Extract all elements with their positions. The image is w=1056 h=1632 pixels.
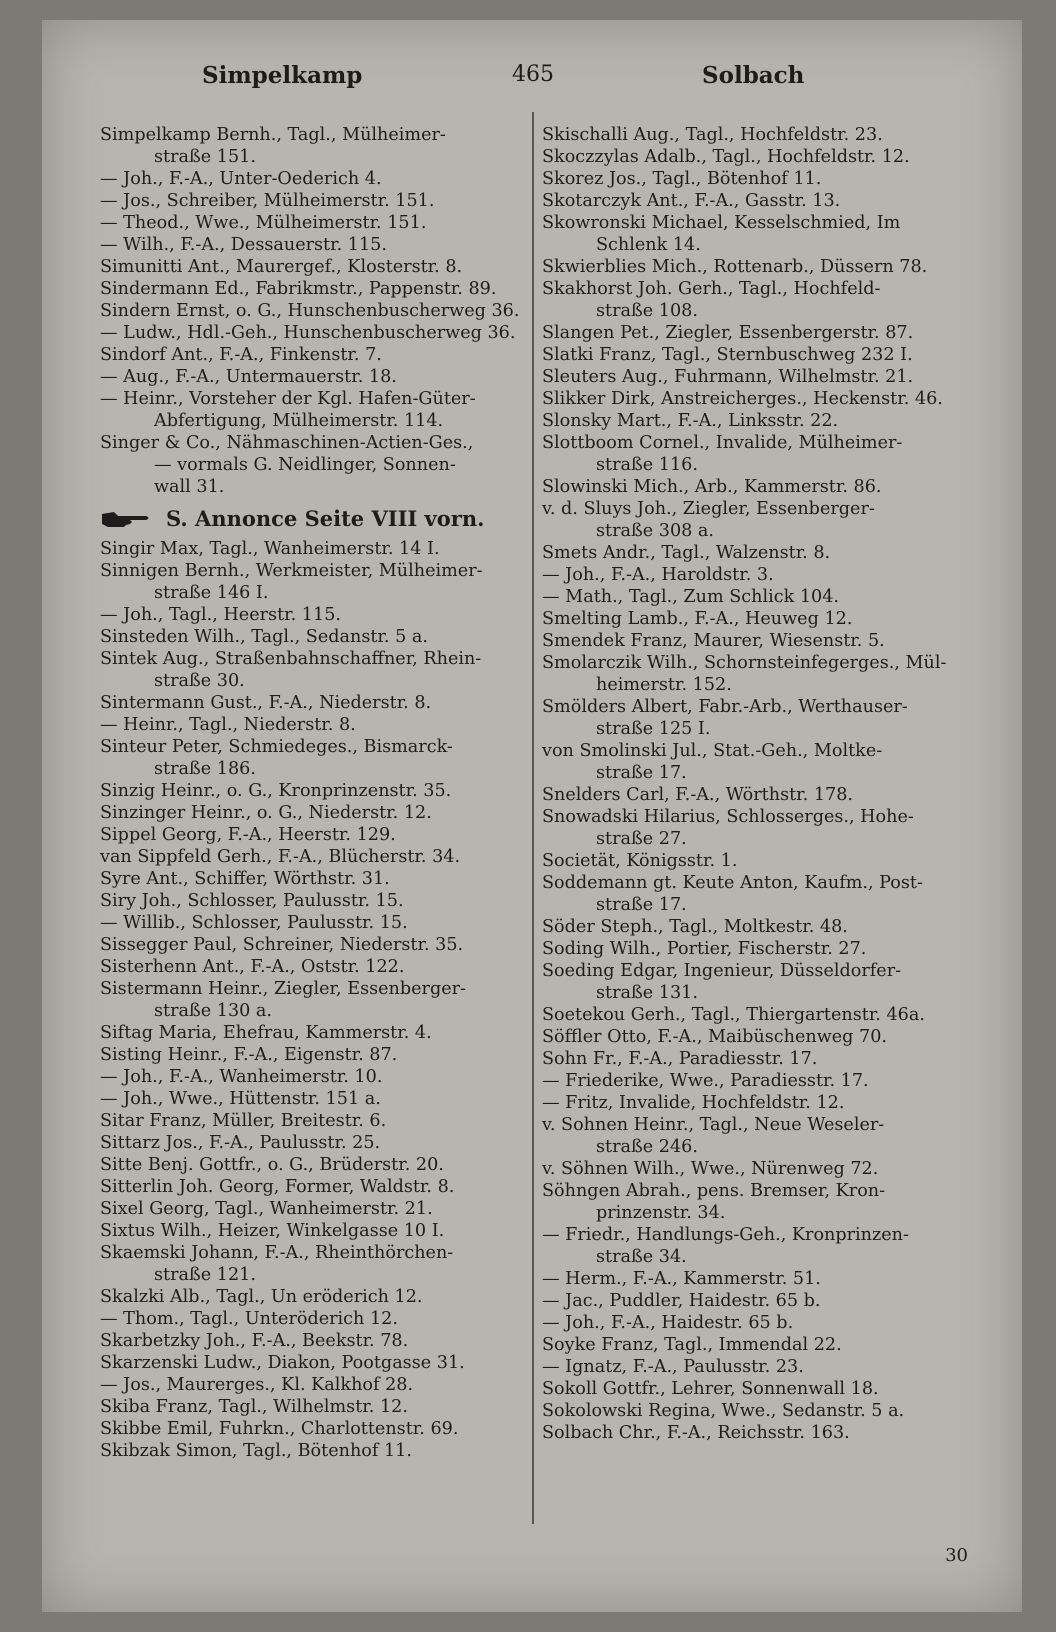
directory-entry: — Jos., Maurerges., Kl. Kalkhof 28. xyxy=(100,1375,414,1395)
header-page-number: 465 xyxy=(512,62,554,87)
directory-entry: Simunitti Ant., Maurergef., Klosterstr. 8. xyxy=(100,257,463,277)
directory-entry: — Math., Tagl., Zum Schlick 104. xyxy=(542,587,839,607)
directory-entry: Sohn Fr., F.-A., Paradiesstr. 17. xyxy=(542,1049,818,1069)
pointing-hand-icon xyxy=(100,510,152,528)
directory-entry: Slikker Dirk, Anstreicherges., Heckenstr. 46. xyxy=(542,389,943,409)
directory-entry: Skarzenski Ludw., Diakon, Pootgasse 31. xyxy=(100,1353,465,1373)
directory-entry: Simpelkamp Bernh., Tagl., Mülheimer- xyxy=(100,125,446,145)
directory-entry: van Sippfeld Gerh., F.-A., Blücherstr. 34. xyxy=(100,847,461,867)
directory-entry: — Joh., Wwe., Hüttenstr. 151 a. xyxy=(100,1089,381,1109)
directory-entry: Slowinski Mich., Arb., Kammerstr. 86. xyxy=(542,477,882,497)
entry-continuation: straße 186. xyxy=(154,759,256,779)
directory-entry: — Jos., Schreiber, Mülheimerstr. 151. xyxy=(100,191,435,211)
directory-entry: — Joh., F.-A., Haroldstr. 3. xyxy=(542,565,774,585)
entry-continuation: straße 17. xyxy=(596,763,687,783)
directory-entry: Slatki Franz, Tagl., Sternbuschweg 232 I. xyxy=(542,345,913,365)
directory-entry: — Heinr., Vorsteher der Kgl. Hafen-Güter- xyxy=(100,389,476,409)
directory-entry: Slangen Pet., Ziegler, Essenbergerstr. 87. xyxy=(542,323,914,343)
directory-entry: — Ignatz, F.-A., Paulusstr. 23. xyxy=(542,1357,804,1377)
entry-continuation: straße 30. xyxy=(154,671,245,691)
directory-entry: Skaemski Johann, F.-A., Rheinthörchen- xyxy=(100,1243,454,1263)
directory-entry: Sissegger Paul, Schreiner, Niederstr. 35. xyxy=(100,935,464,955)
directory-entry: Soeding Edgar, Ingenieur, Düsseldorfer- xyxy=(542,961,902,981)
directory-entry: Skowronski Michael, Kesselschmied, Im xyxy=(542,213,901,233)
directory-entry: Skibzak Simon, Tagl., Bötenhof 11. xyxy=(100,1441,412,1461)
directory-entry: Soddemann gt. Keute Anton, Kaufm., Post- xyxy=(542,873,923,893)
entry-continuation: — vormals G. Neidlinger, Sonnen- xyxy=(154,455,456,475)
directory-entry: — Joh., Tagl., Heerstr. 115. xyxy=(100,605,341,625)
directory-entry: v. d. Sluys Joh., Ziegler, Essenberger- xyxy=(542,499,875,519)
directory-entry: Skibbe Emil, Fuhrkn., Charlottenstr. 69. xyxy=(100,1419,459,1439)
directory-entry: Sinnigen Bernh., Werkmeister, Mülheimer- xyxy=(100,561,483,581)
left-column xyxy=(100,124,528,1462)
entry-continuation: Schlenk 14. xyxy=(596,235,701,255)
directory-entry: Sinzig Heinr., o. G., Kronprinzenstr. 35. xyxy=(100,781,452,801)
directory-entry: — Fritz, Invalide, Hochfeldstr. 12. xyxy=(542,1093,845,1113)
directory-entry: Sitar Franz, Müller, Breitestr. 6. xyxy=(100,1111,387,1131)
directory-entry: — Willib., Schlosser, Paulusstr. 15. xyxy=(100,913,408,933)
directory-entry: Sippel Georg, F.-A., Heerstr. 129. xyxy=(100,825,396,845)
directory-entry: Söder Steph., Tagl., Moltkestr. 48. xyxy=(542,917,848,937)
directory-entry: — Joh., F.-A., Haidestr. 65 b. xyxy=(542,1313,794,1333)
directory-entry: — Thom., Tagl., Unteröderich 12. xyxy=(100,1309,398,1329)
entry-continuation: straße 130 a. xyxy=(154,1001,273,1021)
directory-entry: Sintermann Gust., F.-A., Niederstr. 8. xyxy=(100,693,432,713)
entry-continuation: straße 34. xyxy=(596,1247,687,1267)
page-header xyxy=(42,62,1022,102)
directory-entry: Skakhorst Joh. Gerh., Tagl., Hochfeld- xyxy=(542,279,881,299)
directory-entry: Siry Joh., Schlosser, Paulusstr. 15. xyxy=(100,891,404,911)
directory-entry: Societät, Königsstr. 1. xyxy=(542,851,738,871)
entry-continuation: straße 27. xyxy=(596,829,687,849)
directory-entry: — Aug., F.-A., Untermauerstr. 18. xyxy=(100,367,397,387)
directory-entry: Sokolowski Regina, Wwe., Sedanstr. 5 a. xyxy=(542,1401,905,1421)
directory-entry: Sindern Ernst, o. G., Hunschenbuscherweg 36. xyxy=(100,301,520,321)
header-left-keyword: Simpelkamp xyxy=(202,62,363,89)
directory-entry: — Friederike, Wwe., Paradiesstr. 17. xyxy=(542,1071,869,1091)
entry-continuation: wall 31. xyxy=(154,477,225,497)
entry-continuation: straße 125 I. xyxy=(596,719,711,739)
entry-continuation: heimerstr. 152. xyxy=(596,675,732,695)
directory-entry: — Heinr., Tagl., Niederstr. 8. xyxy=(100,715,356,735)
directory-entry: — Wilh., F.-A., Dessauerstr. 115. xyxy=(100,235,387,255)
directory-entry: — Theod., Wwe., Mülheimerstr. 151. xyxy=(100,213,427,233)
directory-entry: Sitte Benj. Gottfr., o. G., Brüderstr. 20. xyxy=(100,1155,444,1175)
directory-entry: Smolarczik Wilh., Schornsteinfegerges., Mül- xyxy=(542,653,947,673)
directory-entry: Sistermann Heinr., Ziegler, Essenberger- xyxy=(100,979,466,999)
directory-entry: Siftag Maria, Ehefrau, Kammerstr. 4. xyxy=(100,1023,432,1043)
entry-continuation: straße 246. xyxy=(596,1137,698,1157)
directory-entry: Sindorf Ant., F.-A., Finkenstr. 7. xyxy=(100,345,382,365)
directory-entry: Sinteur Peter, Schmiedeges., Bismarck- xyxy=(100,737,453,757)
directory-entry: — Joh., F.-A., Wanheimerstr. 10. xyxy=(100,1067,383,1087)
advertisement-reference xyxy=(100,506,528,532)
directory-entry: Sisterhenn Ant., F.-A., Oststr. 122. xyxy=(100,957,405,977)
directory-entry: Sleuters Aug., Fuhrmann, Wilhelmstr. 21. xyxy=(542,367,914,387)
directory-entry: Skarbetzky Joh., F.-A., Beekstr. 78. xyxy=(100,1331,409,1351)
directory-entry: Söhngen Abrah., pens. Bremser, Kron- xyxy=(542,1181,886,1201)
directory-entry: Sisting Heinr., F.-A., Eigenstr. 87. xyxy=(100,1045,398,1065)
directory-entry: Snelders Carl, F.-A., Wörthstr. 178. xyxy=(542,785,854,805)
directory-entry: Skiba Franz, Tagl., Wilhelmstr. 12. xyxy=(100,1397,408,1417)
directory-entry: Singir Max, Tagl., Wanheimerstr. 14 I. xyxy=(100,539,440,559)
directory-entry: — Ludw., Hdl.-Geh., Hunschenbuscherweg 36. xyxy=(100,323,516,343)
directory-entry: Sinsteden Wilh., Tagl., Sedanstr. 5 a. xyxy=(100,627,428,647)
column-divider xyxy=(532,112,534,1524)
directory-entry: — Herm., F.-A., Kammerstr. 51. xyxy=(542,1269,821,1289)
directory-entry: — Jac., Puddler, Haidestr. 65 b. xyxy=(542,1291,821,1311)
directory-entry: Skalzki Alb., Tagl., Un eröderich 12. xyxy=(100,1287,423,1307)
directory-entry: Skoczzylas Adalb., Tagl., Hochfeldstr. 12. xyxy=(542,147,910,167)
directory-entry: Sitterlin Joh. Georg, Former, Waldstr. 8. xyxy=(100,1177,455,1197)
directory-entry: Soding Wilh., Portier, Fischerstr. 27. xyxy=(542,939,867,959)
directory-entry: Smelting Lamb., F.-A., Heuweg 12. xyxy=(542,609,853,629)
directory-entry: Skwierblies Mich., Rottenarb., Düssern 78. xyxy=(542,257,928,277)
entry-continuation: straße 146 I. xyxy=(154,583,269,603)
entry-continuation: Abfertigung, Mülheimerstr. 114. xyxy=(154,411,444,431)
directory-entry: Soyke Franz, Tagl., Immendal 22. xyxy=(542,1335,842,1355)
directory-entry: Snowadski Hilarius, Schlosserges., Hohe- xyxy=(542,807,914,827)
directory-entry: v. Sohnen Heinr., Tagl., Neue Weseler- xyxy=(542,1115,885,1135)
footer-page-number: 30 xyxy=(945,1545,968,1566)
directory-entry: Sinzinger Heinr., o. G., Niederstr. 12. xyxy=(100,803,432,823)
directory-entry: Slottboom Cornel., Invalide, Mülheimer- xyxy=(542,433,903,453)
directory-entry: Smölders Albert, Fabr.-Arb., Werthauser- xyxy=(542,697,908,717)
directory-entry: Syre Ant., Schiffer, Wörthstr. 31. xyxy=(100,869,390,889)
advertisement-text: S. Annonce Seite VIII vorn. xyxy=(166,506,485,531)
directory-entry: Soetekou Gerh., Tagl., Thiergartenstr. 46a. xyxy=(542,1005,925,1025)
directory-entry: — Joh., F.-A., Unter-Oederich 4. xyxy=(100,169,382,189)
directory-entry: Söffler Otto, F.-A., Maibüschenweg 70. xyxy=(542,1027,888,1047)
directory-entry: Sixel Georg, Tagl., Wanheimerstr. 21. xyxy=(100,1199,433,1219)
directory-entry: Smendek Franz, Maurer, Wiesenstr. 5. xyxy=(542,631,885,651)
right-column xyxy=(542,124,968,1444)
entry-continuation: straße 116. xyxy=(596,455,698,475)
directory-entry: Sixtus Wilh., Heizer, Winkelgasse 10 I. xyxy=(100,1221,445,1241)
directory-entry: Singer & Co., Nähmaschinen-Actien-Ges., xyxy=(100,433,474,453)
directory-entry: Sintek Aug., Straßenbahnschaffner, Rhein- xyxy=(100,649,482,669)
entry-continuation: straße 17. xyxy=(596,895,687,915)
entry-continuation: straße 151. xyxy=(154,147,256,167)
directory-entry: von Smolinski Jul., Stat.-Geh., Moltke- xyxy=(542,741,883,761)
header-right-keyword: Solbach xyxy=(702,62,805,89)
directory-entry: Skischalli Aug., Tagl., Hochfeldstr. 23. xyxy=(542,125,883,145)
entry-continuation: straße 131. xyxy=(596,983,698,1003)
directory-entry: Sindermann Ed., Fabrikmstr., Pappenstr. 89. xyxy=(100,279,497,299)
directory-entry: Solbach Chr., F.-A., Reichsstr. 163. xyxy=(542,1423,850,1443)
entry-continuation: prinzenstr. 34. xyxy=(596,1203,726,1223)
entry-continuation: straße 308 a. xyxy=(596,521,715,541)
entry-continuation: straße 108. xyxy=(596,301,698,321)
directory-entry: Skorez Jos., Tagl., Bötenhof 11. xyxy=(542,169,822,189)
directory-page xyxy=(42,20,1022,1612)
entry-continuation: straße 121. xyxy=(154,1265,256,1285)
directory-entry: Smets Andr., Tagl., Walzenstr. 8. xyxy=(542,543,831,563)
directory-entry: v. Söhnen Wilh., Wwe., Nürenweg 72. xyxy=(542,1159,879,1179)
directory-entry: — Friedr., Handlungs-Geh., Kronprinzen- xyxy=(542,1225,909,1245)
directory-entry: Sittarz Jos., F.-A., Paulusstr. 25. xyxy=(100,1133,381,1153)
directory-entry: Skotarczyk Ant., F.-A., Gasstr. 13. xyxy=(542,191,841,211)
directory-entry: Sokoll Gottfr., Lehrer, Sonnenwall 18. xyxy=(542,1379,879,1399)
directory-entry: Slonsky Mart., F.-A., Linksstr. 22. xyxy=(542,411,839,431)
